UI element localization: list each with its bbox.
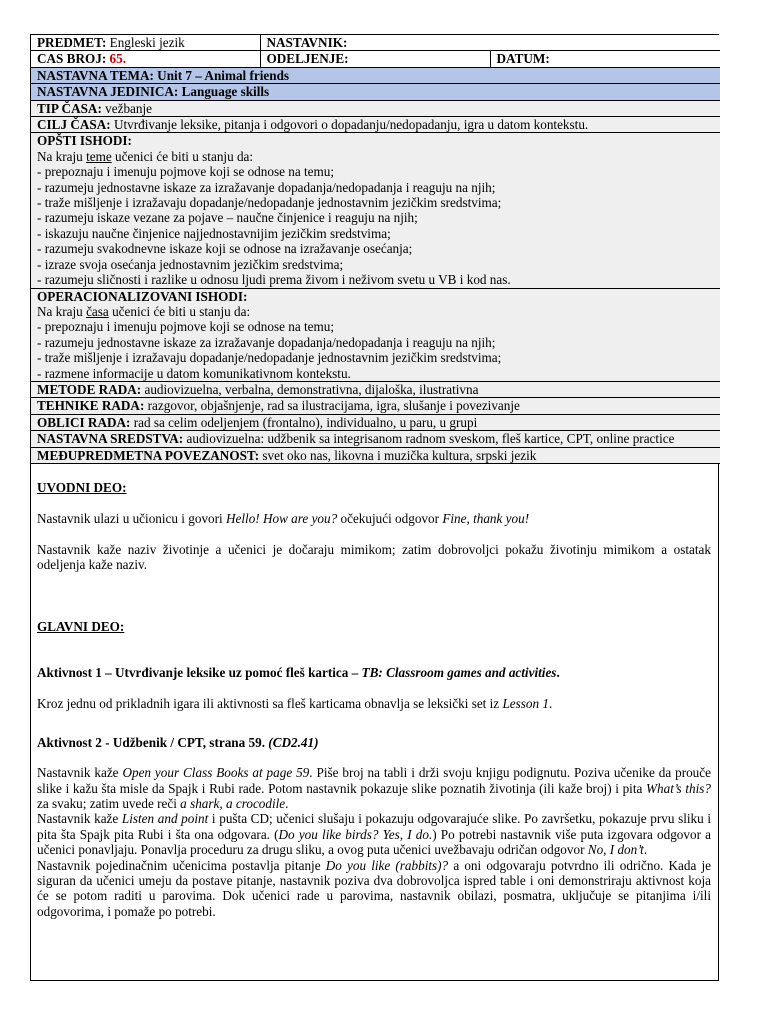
text-run: Aktivnost 2 - Udžbenik / CPT, strana 59. — [37, 734, 269, 750]
tehnike-rada-label: TEHNIKE RADA: — [37, 398, 145, 414]
text-run: Do you like (rabbits)? — [325, 857, 449, 873]
text-run: . — [285, 796, 289, 812]
tip-casa-cell — [31, 100, 720, 116]
list-item: - razumeju jednostavne iskaze za izražavanje dopadanja/nedopadanja i reaguju na njih; — [37, 179, 496, 195]
lesson-body — [31, 480, 718, 919]
datum-label: DATUM: — [496, 51, 550, 67]
operacionalizovani-intro — [37, 304, 250, 319]
list-item: - iskazuju naučne činjenice najjednostavnijim jezičkim sredstvima; — [37, 225, 391, 241]
aktivnost-2-heading — [37, 735, 711, 750]
medjupredmetna-povezanost-cell — [31, 447, 720, 463]
text-run: Aktivnost 1 – Utvrđivanje leksike uz pomoć fleš kartica – — [37, 665, 362, 680]
list-item: - razumeju jednostavne iskaze za izražavanje dopadanja/nedopadanja i reaguju na njih; — [37, 334, 496, 350]
odeljenje-label: ODELJENJE: — [266, 51, 349, 67]
operacionalizovani-ishodi-list — [37, 319, 714, 381]
opsti-intro-u: teme — [86, 148, 112, 164]
aktivnost-1-heading — [37, 665, 711, 680]
text-run: No, I don’t — [587, 842, 644, 858]
oper-intro-a: Na kraju — [37, 303, 87, 319]
cilj-casa-cell — [31, 117, 720, 133]
uvodni-paragraph-1 — [37, 511, 711, 526]
aktivnost-2-paragraph-3 — [37, 858, 711, 920]
tip-casa-value: vežbanje — [105, 100, 153, 116]
nastavna-sredstva-value: audiovizuelna: udžbenik sa integrisanom radnom sveskom, fleš kartice, CPT, online practice — [186, 431, 675, 447]
nastavna-sredstva-label: NASTAVNA SREDSTVA: — [37, 431, 184, 447]
operacionalizovani-ishodi-title: OPERACIONALIZOVANI ISHODI: — [37, 288, 248, 304]
text-run: . — [549, 696, 553, 712]
metode-rada-value: audiovizuelna, verbalna, demonstrativna, dijaloška, ilustrativna — [144, 381, 479, 397]
text-run: Hello! How are you? — [225, 511, 338, 527]
aktivnost-2-paragraph-1 — [37, 765, 711, 811]
list-item: - traže mišljenje i izražavaju dopadanje/nedopadanje jednostavnim jezičkim sredstvima; — [37, 350, 502, 366]
oblici-rada-label: OBLICI RADA: — [37, 414, 131, 430]
medjupredmetna-povezanost-value: svet oko nas, likovna i muzička kultura, srpski jezik — [262, 447, 537, 463]
list-item: - razumeju svakodnevne iskaze koji se odnose na izražavanje osećanja; — [37, 241, 413, 257]
opsti-intro-a: Na kraju — [37, 148, 87, 164]
text-run: a shark, a crocodile — [180, 796, 286, 812]
text-run: TB: Classroom games and activities — [361, 665, 557, 680]
cilj-casa-label: CILJ ČASA: — [37, 117, 111, 133]
cas-broj-value: 65. — [109, 51, 127, 67]
text-run: očekujući odgovor — [337, 511, 443, 527]
predmet-label: PREDMET: — [37, 35, 107, 50]
cilj-casa-value: Utvrđivanje leksike, pitanja i odgovori o dopadanju/nedopadanju, igra u datom kontekstu. — [113, 117, 589, 133]
text-run: Nastavnik kaže — [37, 811, 122, 827]
text-run: Kroz jednu od prikladnih igara ili aktivnosti sa fleš karticama obnavlja se leksički set iz — [37, 696, 503, 712]
cas-broj-cell — [31, 51, 260, 67]
nastavna-jedinica-cell — [31, 84, 720, 100]
oper-intro-b: učenici će biti u stanju da: — [108, 303, 251, 319]
tip-casa-label: TIP ČASA: — [37, 100, 102, 116]
text-run: . Piše broj na tabli i drži svoju knjigu podignutu. Poziva učenike da prouče slike i kažu šta misle da Spajk i Rubi rade. Potom nastavnik pokazuje slike poznatih životinja (ili kaže broj) i pita — [37, 765, 711, 796]
nastavnik-label: NASTAVNIK: — [266, 35, 348, 50]
tehnike-rada-value: razgovor, objašnjenje, rad sa ilustracijama, igra, slušanje i povezivanje — [147, 398, 520, 414]
datum-cell — [490, 51, 720, 67]
medjupredmetna-povezanost-label: MEĐUPREDMETNA POVEZANOST: — [37, 447, 260, 463]
opsti-ishodi-list — [37, 164, 714, 287]
oblici-rada-value: rad sa celim odeljenjem (frontalno), individualno, u paru, u grupi — [133, 414, 478, 430]
metode-rada-label: METODE RADA: — [37, 381, 142, 397]
oper-intro-u: časa — [86, 303, 109, 319]
nastavna-jedinica: NASTAVNA JEDINICA: Language skills — [37, 84, 270, 100]
operacionalizovani-ishodi-cell — [31, 288, 720, 381]
predmet-value: Engleski jezik — [109, 35, 185, 50]
text-run: Listen and point — [121, 811, 209, 827]
opsti-ishodi-cell — [31, 133, 720, 288]
oblici-rada-cell — [31, 414, 720, 430]
list-item: - razumeju sličnosti i razlike u odnosu ljudi prema živom i neživom svetu u VB i kod nas. — [37, 272, 511, 288]
aktivnost-1-text — [37, 696, 711, 711]
text-run: Nastavnik pojedinačnim učenicima postavlja pitanje — [37, 857, 326, 873]
text-run: What’s this? — [646, 780, 711, 796]
text-run: . — [643, 842, 648, 858]
nastavna-tema-cell — [31, 67, 720, 83]
opsti-ishodi-title: OPŠTI ISHODI: — [37, 133, 132, 149]
nastavna-tema: NASTAVNA TEMA: Unit 7 – Animal friends — [37, 67, 290, 83]
nastavna-sredstva-cell — [31, 431, 720, 447]
list-item: - razmene informacije u datom komunikativnom kontekstu. — [37, 365, 351, 381]
uvodni-paragraph-2: Nastavnik kaže naziv životinje a učenici je dočaraju mimikom; zatim dobrovoljci pokažu životinju mimikom a ostatak odeljenja kaže naziv. — [37, 541, 711, 573]
cas-broj-label: CAS BROJ: — [37, 51, 107, 67]
text-run: Do you like birds? Yes, I do. — [278, 826, 433, 842]
glavni-deo-heading: GLAVNI DEO: — [37, 618, 125, 634]
header-table — [31, 35, 720, 464]
text-run: i pušta CD; učenici slušaju i pokazuju odgovarajuće slike. Po završetku, pokazuje prvu sliku i pita šta Spajk pita Rubi i šta ona odgovara. ( — [37, 811, 712, 842]
list-item: - razumeju iskaze vezane za pojave – naučne činjenice i reaguju na njih; — [37, 210, 418, 226]
nastavnik-cell — [260, 35, 720, 51]
text-run: Fine, thank you! — [442, 511, 530, 527]
text-run: Nastavnik ulazi u učionicu i govori — [37, 511, 226, 527]
lesson-plan-sheet — [30, 34, 719, 981]
text-run: (CD2.41) — [268, 734, 319, 750]
text-run: Open your Class Books at page 59 — [122, 765, 310, 781]
list-item: - traže mišljenje i izražavaju dopadanje/nedopadanje jednostavnim jezičkim sredstvima; — [37, 195, 502, 211]
opsti-intro-b: učenici će biti u stanju da: — [111, 148, 254, 164]
text-run: za svaku; zatim uvede reči — [37, 796, 181, 812]
list-item: - prepoznaju i imenuju pojmove koji se odnose na temu; — [37, 319, 335, 335]
text-run: . — [556, 665, 560, 680]
text-run: Lesson 1 — [502, 696, 549, 712]
list-item: - prepoznaju i imenuju pojmove koji se odnose na temu; — [37, 164, 335, 180]
text-run: ) Po potrebi nastavnik više puta izgovara odgovor a učenici ponavljaju. Ponavlja proceduru za drugu sliku, a ovog puta učenici uvežbavaju odričan odgovor — [37, 826, 711, 858]
opsti-ishodi-intro — [37, 149, 253, 164]
predmet-cell — [31, 35, 260, 51]
text-run: Nastavnik kaže — [37, 765, 123, 781]
aktivnost-2-paragraph-2 — [37, 811, 711, 857]
uvodni-deo-heading: UVODNI DEO: — [37, 479, 127, 495]
text-run: a oni odgovaraju potvrdno ili odrično. Kada je siguran da učenici umeju da postave pitanje, nastavnik poziva dva dobrovoljca ispred table i oni demonstriraju aktivnost koja će se potom raditi u parovima. Dok učenici rade u parovima, nastavnik obilazi, posmatra, uključuje se pitanjima i/ili odgovorima, i pomaže po potrebi. — [37, 857, 711, 919]
odeljenje-cell — [260, 51, 490, 67]
list-item: - izraze svoja osećanja jednostavnim jezičkim sredstvima; — [37, 256, 344, 272]
metode-rada-cell — [31, 381, 720, 397]
tehnike-rada-cell — [31, 398, 720, 414]
